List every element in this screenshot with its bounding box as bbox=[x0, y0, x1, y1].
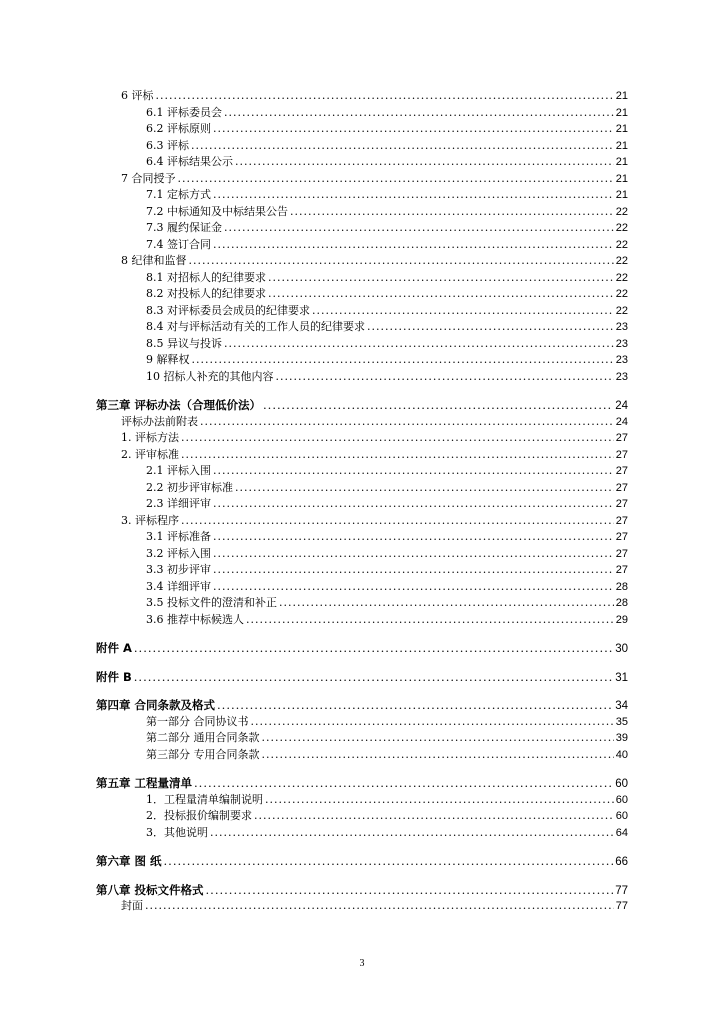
toc-leader-dots bbox=[276, 369, 614, 386]
toc-entry-label: 3.1 评标准备 bbox=[146, 530, 211, 543]
toc-entry-page: 28 bbox=[615, 597, 628, 609]
toc-chapter-entry[interactable] bbox=[96, 397, 628, 414]
toc-entry-page: 30 bbox=[615, 643, 628, 655]
toc-leader-dots bbox=[181, 430, 614, 447]
toc-entry-page: 23 bbox=[615, 337, 628, 350]
toc-leader-dots bbox=[192, 352, 614, 369]
toc-entry-label: 3.5 投标文件的澄清和补正 bbox=[146, 596, 277, 609]
toc-chapter-entry[interactable] bbox=[96, 640, 628, 657]
toc-entry-label: 2. 评审标准 bbox=[121, 447, 179, 461]
toc-entry-label: 8.4 对与评标活动有关的工作人员的纪律要求 bbox=[146, 320, 365, 333]
toc-entry-page: 22 bbox=[615, 288, 628, 300]
toc-leader-dots bbox=[189, 253, 614, 270]
toc-leader-dots bbox=[235, 154, 614, 171]
toc-entry[interactable] bbox=[146, 562, 628, 579]
toc-leader-dots bbox=[181, 447, 614, 464]
toc-entry-label: 7 合同授予 bbox=[121, 171, 176, 185]
toc-leader-dots bbox=[145, 898, 614, 915]
toc-entry-page: 28 bbox=[615, 580, 628, 593]
toc-entry-label: 附件 B bbox=[96, 669, 132, 684]
toc-entry[interactable] bbox=[146, 546, 628, 563]
toc-entry-page: 23 bbox=[615, 354, 628, 366]
toc-leader-dots bbox=[217, 697, 613, 714]
toc-entry-page: 60 bbox=[615, 778, 628, 790]
toc-entry-label: 7.3 履约保证金 bbox=[146, 221, 222, 234]
toc-entry-label: 3．其他说明 bbox=[146, 825, 208, 839]
toc-entry-page: 22 bbox=[615, 271, 628, 284]
toc-entry[interactable] bbox=[146, 319, 628, 336]
toc-leader-dots bbox=[213, 529, 614, 546]
toc-entry-page: 22 bbox=[615, 205, 628, 218]
toc-leader-dots bbox=[213, 562, 614, 579]
toc-entry-page: 27 bbox=[615, 514, 628, 527]
toc-entry-page: 60 bbox=[615, 810, 628, 822]
toc-entry-page: 27 bbox=[615, 531, 628, 543]
toc-spacer bbox=[0, 628, 724, 640]
toc-entry-page: 66 bbox=[615, 856, 628, 868]
toc-entry-label: 第二部分 通用合同条款 bbox=[146, 731, 260, 744]
toc-entry[interactable] bbox=[121, 447, 628, 464]
toc-leader-dots bbox=[251, 714, 614, 731]
toc-entry[interactable] bbox=[146, 270, 628, 287]
toc-entry[interactable] bbox=[146, 792, 628, 809]
toc-entry-page: 31 bbox=[615, 671, 628, 684]
toc-entry[interactable] bbox=[146, 463, 628, 480]
toc-entry-page: 22 bbox=[615, 238, 628, 251]
toc-entry-page: 34 bbox=[615, 700, 628, 712]
toc-entry[interactable] bbox=[146, 352, 628, 369]
toc-entry-page: 21 bbox=[615, 123, 628, 135]
toc-entry[interactable] bbox=[146, 595, 628, 612]
toc-entry-label: 8 纪律和监督 bbox=[121, 254, 187, 267]
toc-leader-dots bbox=[213, 237, 614, 254]
toc-entry[interactable] bbox=[121, 898, 628, 915]
toc-entry-page: 35 bbox=[615, 715, 628, 728]
toc-entry[interactable] bbox=[146, 204, 628, 221]
toc-entry-page: 21 bbox=[615, 172, 628, 185]
toc-entry-page: 77 bbox=[615, 900, 628, 912]
toc-spacer bbox=[0, 841, 724, 853]
toc-entry[interactable] bbox=[121, 513, 628, 530]
toc-entry-page: 27 bbox=[615, 465, 628, 477]
toc-entry[interactable] bbox=[146, 336, 628, 353]
toc-entry-page: 22 bbox=[615, 222, 628, 234]
toc-leader-dots bbox=[224, 336, 614, 353]
toc-leader-dots bbox=[156, 88, 614, 105]
toc-entry[interactable] bbox=[146, 730, 628, 747]
toc-spacer bbox=[0, 385, 724, 397]
toc-entry-label: 1．工程量清单编制说明 bbox=[146, 792, 263, 806]
toc-entry[interactable] bbox=[146, 579, 628, 596]
toc-entry-page: 27 bbox=[615, 481, 628, 494]
toc-leader-dots bbox=[134, 669, 613, 686]
toc-entry-label: 1. 评标方法 bbox=[121, 431, 179, 444]
toc-leader-dots bbox=[262, 747, 614, 764]
toc-entry-page: 23 bbox=[615, 370, 628, 383]
toc-leader-dots bbox=[213, 463, 614, 480]
toc-leader-dots bbox=[367, 319, 614, 336]
toc-entry-label: 3.4 详细评审 bbox=[146, 579, 211, 593]
toc-leader-dots bbox=[213, 546, 614, 563]
toc-leader-dots bbox=[246, 612, 614, 629]
toc-entry[interactable] bbox=[146, 105, 628, 122]
toc-entry-label: 第六章 图 纸 bbox=[96, 854, 162, 868]
toc-entry-label: 评标办法前附表 bbox=[121, 414, 198, 428]
toc-leader-dots bbox=[191, 138, 614, 155]
toc-entry-page: 21 bbox=[615, 189, 628, 201]
toc-entry-page: 22 bbox=[615, 255, 628, 267]
toc-chapter-entry[interactable] bbox=[96, 853, 628, 870]
toc-entry-label: 3.2 评标入围 bbox=[146, 546, 211, 560]
toc-leader-dots bbox=[263, 397, 613, 414]
toc-entry[interactable] bbox=[146, 121, 628, 138]
toc-entry-page: 21 bbox=[615, 139, 628, 152]
toc-leader-dots bbox=[213, 579, 614, 596]
toc-leader-dots bbox=[290, 204, 614, 221]
toc-leader-dots bbox=[224, 105, 614, 122]
toc-chapter-entry[interactable] bbox=[96, 882, 628, 899]
toc-entry[interactable] bbox=[146, 369, 628, 386]
toc-entry[interactable] bbox=[146, 187, 628, 204]
toc-entry-label: 7.2 中标通知及中标结果公告 bbox=[146, 204, 288, 218]
toc-leader-dots bbox=[213, 121, 614, 138]
toc-entry[interactable] bbox=[121, 253, 628, 270]
toc-entry-label: 8.1 对招标人的纪律要求 bbox=[146, 270, 266, 284]
toc-chapter-entry[interactable] bbox=[96, 697, 628, 714]
toc-entry-page: 27 bbox=[615, 547, 628, 560]
toc-entry-page: 64 bbox=[615, 826, 628, 839]
toc-spacer bbox=[0, 870, 724, 882]
toc-entry-label: 第三部分 专用合同条款 bbox=[146, 747, 260, 761]
toc-entry[interactable] bbox=[121, 171, 628, 188]
toc-entry-label: 6.2 评标原则 bbox=[146, 122, 211, 135]
toc-leader-dots bbox=[268, 286, 614, 303]
toc-leader-dots bbox=[200, 414, 614, 431]
toc-leader-dots bbox=[164, 853, 614, 870]
toc-entry-page: 27 bbox=[615, 448, 628, 461]
toc-entry-label: 第一部分 合同协议书 bbox=[146, 714, 249, 728]
table-of-contents bbox=[0, 88, 724, 915]
toc-leader-dots bbox=[194, 775, 613, 792]
toc-entry-page: 21 bbox=[615, 106, 628, 119]
toc-entry-page: 29 bbox=[615, 613, 628, 626]
toc-entry[interactable] bbox=[146, 529, 628, 546]
toc-entry[interactable] bbox=[146, 154, 628, 171]
toc-leader-dots bbox=[265, 792, 614, 809]
toc-entry-label: 第四章 合同条款及格式 bbox=[96, 698, 216, 712]
toc-entry-label: 6.4 评标结果公示 bbox=[146, 155, 233, 168]
toc-spacer bbox=[0, 763, 724, 775]
toc-entry-page: 60 bbox=[615, 793, 628, 806]
toc-chapter-entry[interactable] bbox=[96, 775, 628, 792]
toc-entry-label: 第八章 投标文件格式 bbox=[96, 882, 204, 897]
toc-spacer bbox=[0, 685, 724, 697]
page-number: 3 bbox=[359, 958, 365, 969]
toc-entry[interactable] bbox=[146, 808, 628, 825]
toc-leader-dots bbox=[268, 270, 614, 287]
toc-entry-label: 7.4 签订合同 bbox=[146, 237, 211, 251]
toc-leader-dots bbox=[206, 882, 614, 899]
toc-entry-page: 39 bbox=[615, 732, 628, 744]
toc-entry-label: 8.3 对评标委员会成员的纪律要求 bbox=[146, 303, 310, 317]
toc-entry-label: 2.3 详细评审 bbox=[146, 497, 211, 510]
toc-entry[interactable] bbox=[146, 480, 628, 497]
toc-entry-page: 27 bbox=[615, 432, 628, 444]
toc-leader-dots bbox=[262, 730, 614, 747]
toc-leader-dots bbox=[224, 220, 614, 237]
toc-chapter-entry[interactable] bbox=[96, 669, 628, 686]
toc-entry-label: 6 评标 bbox=[121, 89, 154, 102]
toc-entry[interactable] bbox=[146, 286, 628, 303]
toc-entry[interactable] bbox=[146, 303, 628, 320]
toc-entry[interactable] bbox=[121, 88, 628, 105]
toc-entry-label: 3.6 推荐中标候选人 bbox=[146, 612, 244, 626]
toc-entry-label: 10 招标人补充的其他内容 bbox=[146, 369, 274, 383]
toc-entry-label: 8.5 异议与投诉 bbox=[146, 336, 222, 350]
toc-entry-page: 24 bbox=[615, 400, 628, 412]
toc-entry-label: 6.1 评标委员会 bbox=[146, 105, 222, 119]
toc-entry[interactable] bbox=[146, 714, 628, 731]
toc-leader-dots bbox=[134, 640, 613, 657]
toc-entry-label: 7.1 定标方式 bbox=[146, 188, 211, 201]
toc-entry-page: 40 bbox=[615, 748, 628, 761]
toc-entry[interactable] bbox=[146, 237, 628, 254]
toc-entry[interactable] bbox=[121, 430, 628, 447]
toc-leader-dots bbox=[254, 808, 614, 825]
toc-entry-label: 第五章 工程量清单 bbox=[96, 776, 193, 790]
toc-leader-dots bbox=[210, 825, 614, 842]
toc-leader-dots bbox=[235, 480, 614, 497]
toc-entry-label: 封面 bbox=[121, 899, 143, 912]
toc-entry[interactable] bbox=[146, 496, 628, 513]
toc-entry-page: 23 bbox=[615, 321, 628, 333]
toc-entry[interactable] bbox=[146, 138, 628, 155]
toc-entry[interactable] bbox=[146, 825, 628, 842]
toc-entry-label: 2．投标报价编制要求 bbox=[146, 809, 252, 822]
toc-entry-label: 9 解释权 bbox=[146, 353, 190, 366]
toc-spacer bbox=[0, 657, 724, 669]
toc-entry-label: 第三章 评标办法（合理低价法） bbox=[96, 398, 262, 412]
toc-entry-page: 21 bbox=[615, 90, 628, 102]
toc-entry-label: 3.3 初步评审 bbox=[146, 563, 211, 576]
toc-leader-dots bbox=[312, 303, 614, 320]
toc-entry-page: 21 bbox=[615, 156, 628, 168]
toc-entry-label: 2.2 初步评审标准 bbox=[146, 480, 233, 494]
toc-leader-dots bbox=[279, 595, 614, 612]
toc-leader-dots bbox=[178, 171, 614, 188]
toc-entry[interactable] bbox=[146, 220, 628, 237]
toc-entry[interactable] bbox=[146, 612, 628, 629]
toc-entry-label: 6.3 评标 bbox=[146, 138, 189, 152]
toc-entry-page: 24 bbox=[615, 415, 628, 428]
toc-entry-page: 27 bbox=[615, 564, 628, 576]
toc-leader-dots bbox=[213, 187, 614, 204]
toc-entry-page: 22 bbox=[615, 304, 628, 317]
toc-entry-label: 附件 A bbox=[96, 641, 132, 655]
toc-entry-page: 77 bbox=[615, 884, 628, 897]
toc-entry-page: 27 bbox=[615, 498, 628, 510]
toc-entry[interactable] bbox=[121, 414, 628, 431]
toc-entry[interactable] bbox=[146, 747, 628, 764]
toc-entry-label: 8.2 对投标人的纪律要求 bbox=[146, 287, 266, 300]
toc-leader-dots bbox=[181, 513, 614, 530]
toc-leader-dots bbox=[213, 496, 614, 513]
toc-entry-label: 2.1 评标入围 bbox=[146, 464, 211, 477]
toc-entry-label: 3. 评标程序 bbox=[121, 513, 179, 527]
